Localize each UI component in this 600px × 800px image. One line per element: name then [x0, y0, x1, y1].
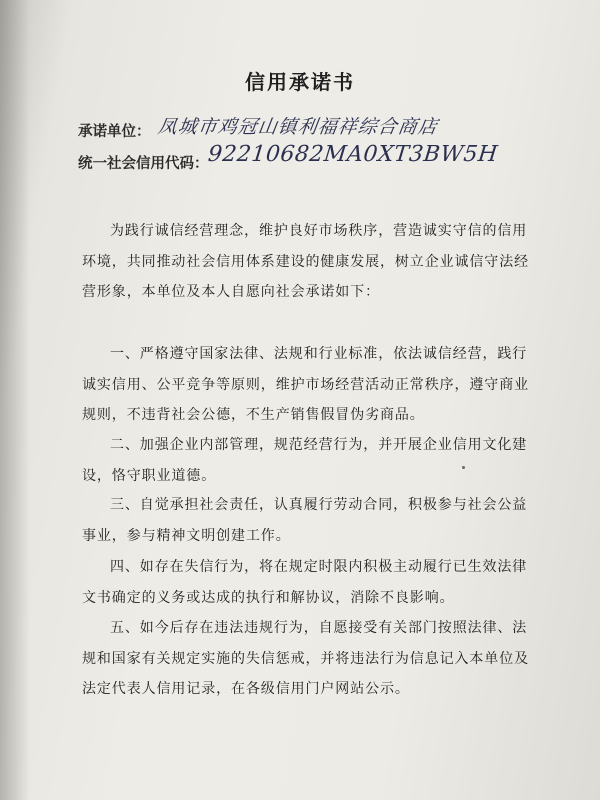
credit-code-handwritten-value: 92210682MA0XT3BW5H	[206, 142, 500, 167]
page-shadow	[0, 0, 30, 800]
paragraph-item-1: 一、严格遵守国家法律、法规和行业标准，依法诚信经营，践行诚实信用、公平竞争等原则，维护市场经营活动正常秩序，遵守商业规则，不违背社会公德，不生产销售假冒伪劣商品。	[82, 346, 529, 423]
document-title: 信用承诺书	[245, 70, 355, 94]
paragraph-item-4: 四、如存在失信行为，将在规定时限内积极主动履行已生效法律文书确定的义务或达成的执行和解协议，消除不良影响。	[82, 559, 528, 606]
paragraph-item-2: 二、加强企业内部管理，规范经营行为，并开展企业信用文化建设，恪守职业道德。	[82, 437, 528, 484]
unit-handwritten-value: 凤城市鸡冠山镇利福祥综合商店	[156, 116, 440, 138]
paragraph-item-5: 五、如今后存在违法违规行为，自愿接受有关部门按照法律、法规和国家有关规定实施的失信惩戒，并将违法行为信息记入本单位及法定代表人信用记录，在各级信用门户网站公示。	[82, 620, 529, 697]
paper-speck	[462, 466, 465, 469]
credit-code-label: 统一社会信用代码：	[78, 156, 209, 172]
paragraph-intro: 为践行诚信经营理念，维护良好市场秩序，营造诚实守信的信用环境，共同推动社会信用体系建设的健康发展，树立企业诚信守法经营形象，本单位及本人自愿向社会承诺如下：	[82, 223, 529, 300]
paragraph-item-3: 三、自觉承担社会责任，认真履行劳动合同，积极参与社会公益事业，参与精神文明创建工作。	[82, 497, 528, 544]
unit-label: 承诺单位：	[78, 124, 151, 140]
